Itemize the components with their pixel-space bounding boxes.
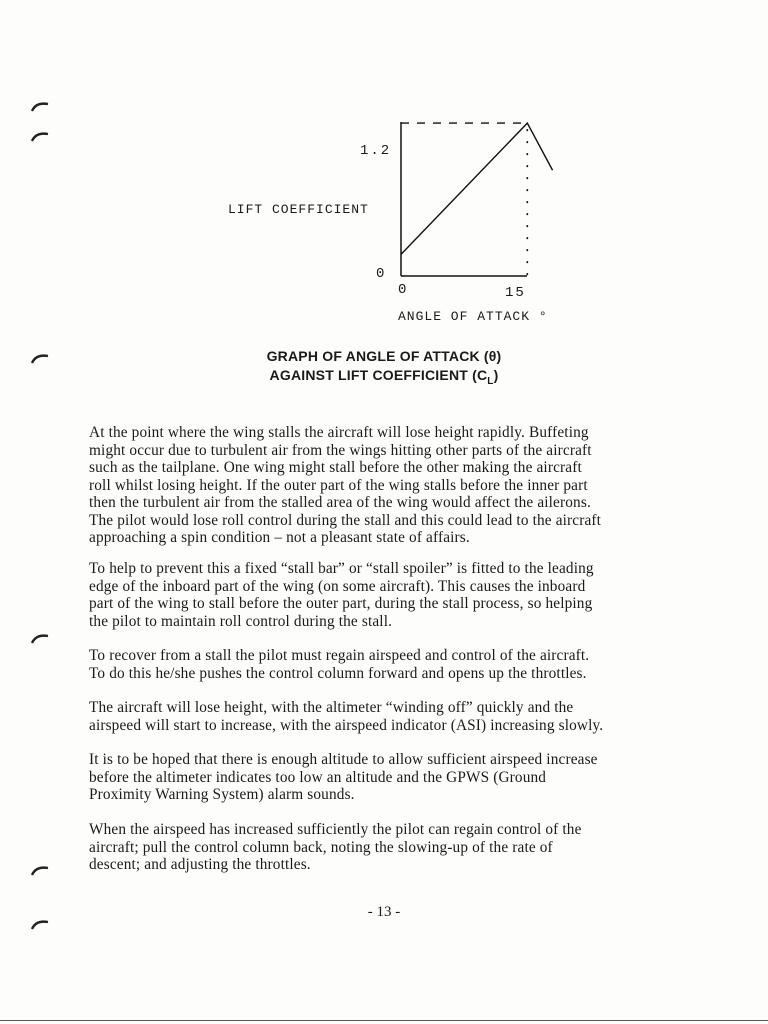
page-number: - 13 - bbox=[367, 904, 401, 920]
paragraph-altimeter: The aircraft will lose height, with the altimeter “winding off” quickly and the airspeed will start to increase, with the airspeed indicator (ASI) increasing slowly. bbox=[89, 699, 604, 734]
y-tick-zero: 0 bbox=[376, 266, 387, 282]
y-tick-max: 1.2 bbox=[360, 143, 392, 159]
footer-rule bbox=[0, 1020, 768, 1021]
x-axis-label: ANGLE OF ATTACK ° bbox=[398, 309, 548, 324]
paragraph-recovery: To recover from a stall the pilot must regain airspeed and control of the aircraft. To do this he/she pushes the control column forward and opens up the throttles. bbox=[89, 647, 590, 682]
x-tick-zero: 0 bbox=[398, 282, 409, 298]
lift-curve-line bbox=[401, 123, 553, 254]
paragraph-gpws: It is to be hoped that there is enough altitude to allow sufficient airspeed increase before the altimeter indicates too low an altitude and the GPWS (Ground Proximity Warning System) alarm sounds. bbox=[89, 751, 598, 803]
binder-mark bbox=[30, 864, 52, 878]
paragraph-stall-effects: At the point where the wing stalls the aircraft will lose height rapidly. Buffeting might occur due to turbulent air from the wings hitting other parts of the aircraft such as the tailplane. One wing might stall before the other making the aircraft roll whilst losing height. If the outer part of the wing stalls before the inner part then the turbulent air from the stalled area of the wing would affect the ailerons. The pilot would lose roll control during the stall and this could lead to the aircraft approaching a spin condition – not a pleasant state of affairs. bbox=[89, 424, 602, 546]
caption-line-2: AGAINST LIFT COEFFICIENT $(C_L)$ bbox=[269, 367, 499, 387]
y-axis-label: LIFT COEFFICIENT bbox=[228, 202, 369, 217]
paragraph-regain-control: When the airspeed has increased sufficiently the pilot can regain control of the aircraft; pull the control column back, noting the slowing-up of the rate of descent; and adjusting the throttles. bbox=[89, 821, 582, 873]
x-tick-stall: 15 bbox=[505, 285, 526, 301]
lift-coefficient-graph bbox=[0, 0, 768, 340]
caption-line-1: GRAPH OF ANGLE OF ATTACK (θ) bbox=[266, 348, 502, 364]
binder-mark bbox=[30, 632, 52, 646]
paragraph-stall-bar: To help to prevent this a fixed “stall bar” or “stall spoiler” is fitted to the leading edge of the inboard part of the wing (on some aircraft). This causes the inboard part of the wing to stall before the outer part, during the stall process, so helping the pilot to maintain roll control during the stall. bbox=[89, 560, 594, 630]
graph-caption bbox=[0, 347, 768, 391]
